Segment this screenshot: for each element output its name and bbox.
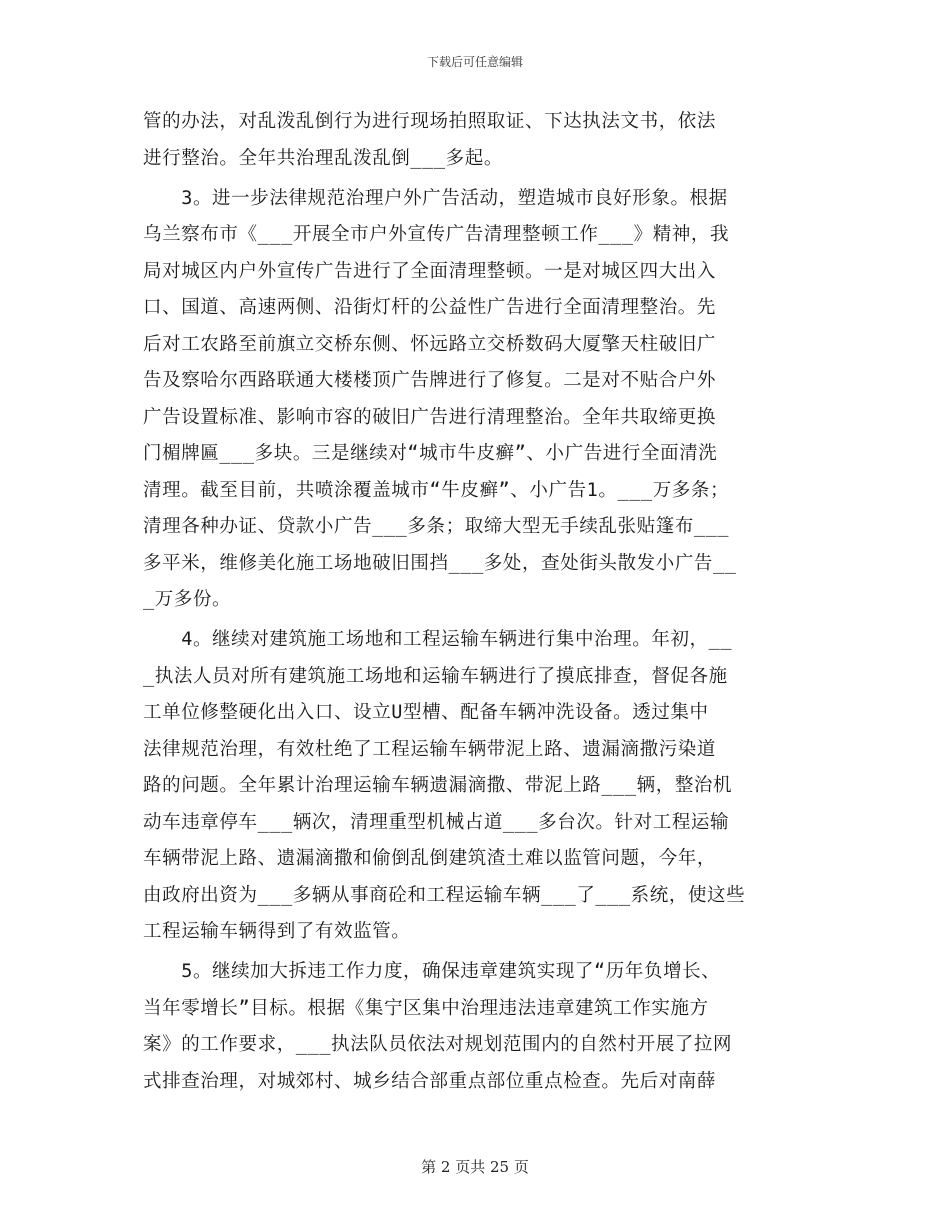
paragraph-4-start: 4。继续对建筑施工场地和工程运输车辆进行集中治理。年初，__ xyxy=(143,629,733,650)
body-line: 工单位修整硬化出入口、设立U型槽、配备车辆冲洗设备。透过集中 xyxy=(143,702,709,723)
page-header: 下载后可任意编辑 xyxy=(426,55,523,69)
body-line: 案》的工作要求，___执法队员依法对规划范围内的自然村开展了拉网 xyxy=(143,1034,733,1055)
body-line: 告及察哈尔西路联通大楼楼顶广告牌进行了修复。二是对不贴合户外 xyxy=(143,370,717,391)
body-line: 工程运输车辆得到了有效监管。 xyxy=(143,921,411,942)
body-line: 式排查治理，对城郊村、城乡结合部重点部位重点检查。先后对南薛 xyxy=(143,1070,717,1092)
body-line: 由政府出资为___多辆从事商砼和工程运输车辆___了___系统，使这些 xyxy=(143,884,746,906)
body-line: 车辆带泥上路、遗漏滴撒和偷倒乱倒建筑渣土难以监管问题，今年， xyxy=(143,848,717,869)
body-line: 当年零增长”目标。根据《集宁区集中治理违法违章建筑工作实施方 xyxy=(143,997,709,1019)
body-line: 广告设置标准、影响市容的破旧广告进行清理整治。全年共取缔更换 xyxy=(143,406,717,428)
body-line: 法律规范治理，有效杜绝了工程运输车辆带泥上路、遗漏滴撒污染道 xyxy=(143,738,717,760)
paragraph-3-start: 3。进一步法律规范治理户外广告活动，塑造城市良好形象。根据 xyxy=(143,187,728,209)
body-line: _万多份。 xyxy=(143,589,232,610)
body-line: 局对城区内户外宣传广告进行了全面清理整顿。一是对城区四大出入 xyxy=(143,260,717,282)
body-line: 路的问题。全年累计治理运输车辆遗漏滴撒、带泥上路___辆，整治机 xyxy=(143,775,733,796)
body-line: 进行整治。全年共治理乱泼乱倒___多起。 xyxy=(143,147,503,169)
body-line: 多平米，维修美化施工场地破旧围挡___多处，查处街头散发小广告__ xyxy=(143,552,737,574)
body-line: 清理。截至目前，共喷涂覆盖城市“牛皮癣”、小广告1。___万多条； xyxy=(143,479,730,501)
body-line: _执法人员对所有建筑施工场地和运输车辆进行了摸底排查，督促各施 xyxy=(143,665,728,687)
body-line: 动车违章停车___辆次，清理重型机械占道___多台次。针对工程运输 xyxy=(143,811,730,833)
body-line: 清理各种办证、贷款小广告___多条；取缔大型无手续乱张贴篷布___ xyxy=(143,516,730,537)
body-line: 后对工农路至前旗立交桥东侧、怀远路立交桥数码大厦擎天柱破旧广 xyxy=(143,333,717,355)
body-line: 管的办法，对乱泼乱倒行为进行现场拍照取证、下达执法文书，依法 xyxy=(143,111,717,132)
body-line: 门楣牌匾___多块。三是继续对“城市牛皮癣”、小广告进行全面清洗 xyxy=(143,443,718,464)
page-number-footer: 第 2 页共 25 页 xyxy=(421,1158,529,1176)
paragraph-5-start: 5。继续加大拆违工作力度，确保违章建筑实现了“历年负增长、 xyxy=(143,961,721,982)
body-line: 乌兰察布市《___开展全市户外宣传广告清理整顿工作___》精神，我 xyxy=(143,224,730,245)
body-line: 口、国道、高速两侧、沿街灯杆的公益性广告进行全面清理整治。先 xyxy=(143,297,717,318)
document-body xyxy=(143,104,809,1100)
